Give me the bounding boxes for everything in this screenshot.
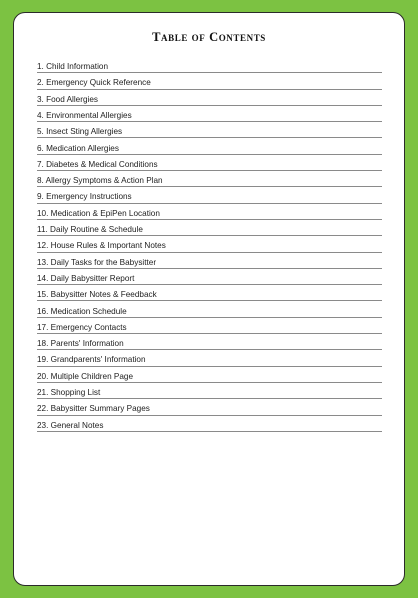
toc-entry-label: 22. Babysitter Summary Pages: [37, 404, 150, 414]
toc-entry: [37, 57, 382, 73]
toc-entry-label: 21. Shopping List: [37, 388, 101, 398]
toc-entry-label: 4. Environmental Allergies: [37, 110, 132, 120]
toc-list: [37, 57, 382, 432]
toc-entry: [37, 187, 382, 203]
toc-entry: [37, 106, 382, 122]
toc-entry: [37, 367, 382, 383]
toc-entry: [37, 399, 382, 415]
toc-entry-label: 16. Medication Schedule: [37, 306, 127, 316]
page-title: Table of Contents: [152, 30, 266, 44]
toc-entry: [37, 301, 382, 317]
toc-entry: [37, 318, 382, 334]
toc-entry-label: 14. Daily Babysitter Report: [37, 273, 135, 283]
toc-entry-rule: [37, 431, 382, 432]
toc-entry-label: 23. General Notes: [37, 420, 104, 430]
toc-entry-label: 20. Multiple Children Page: [37, 371, 134, 381]
toc-entry-label: 13. Daily Tasks for the Babysitter: [37, 257, 157, 267]
toc-entry-label: 7. Diabetes & Medical Conditions: [37, 159, 158, 169]
toc-entry-label: 2. Emergency Quick Reference: [37, 78, 151, 88]
toc-entry-label: 11. Daily Routine & Schedule: [37, 225, 143, 235]
toc-entry-label: 3. Food Allergies: [37, 94, 98, 104]
toc-entry: [37, 155, 382, 171]
toc-entry-label: 5. Insect Sting Allergies: [37, 127, 123, 137]
toc-entry-label: 18. Parents' Information: [37, 339, 124, 349]
toc-entry-label: 8. Allergy Symptoms & Action Plan: [37, 176, 163, 186]
toc-entry-label: 17. Emergency Contacts: [37, 322, 127, 332]
toc-entry: [37, 416, 382, 432]
toc-entry: [37, 383, 382, 399]
toc-entry: [37, 90, 382, 106]
toc-entry: [37, 334, 382, 350]
toc-entry-label: 12. House Rules & Important Notes: [37, 241, 166, 251]
toc-entry-label: 10. Medication & EpiPen Location: [37, 208, 160, 218]
toc-entry: [37, 350, 382, 366]
toc-entry-label: 9. Emergency Instructions: [37, 192, 132, 202]
toc-entry: [37, 220, 382, 236]
toc-entry: [37, 269, 382, 285]
toc-entry-label: 15. Babysitter Notes & Feedback: [37, 290, 157, 300]
document-page: [13, 12, 405, 586]
toc-entry: [37, 138, 382, 154]
toc-entry: [37, 171, 382, 187]
toc-entry: [37, 204, 382, 220]
toc-entry: [37, 285, 382, 301]
toc-entry: [37, 73, 382, 89]
toc-entry-label: 1. Child Information: [37, 62, 108, 72]
toc-entry: [37, 236, 382, 252]
toc-entry-label: 6. Medication Allergies: [37, 143, 119, 153]
toc-entry: [37, 122, 382, 138]
toc-entry: [37, 253, 382, 269]
toc-entry-label: 19. Grandparents' Information: [37, 355, 146, 365]
